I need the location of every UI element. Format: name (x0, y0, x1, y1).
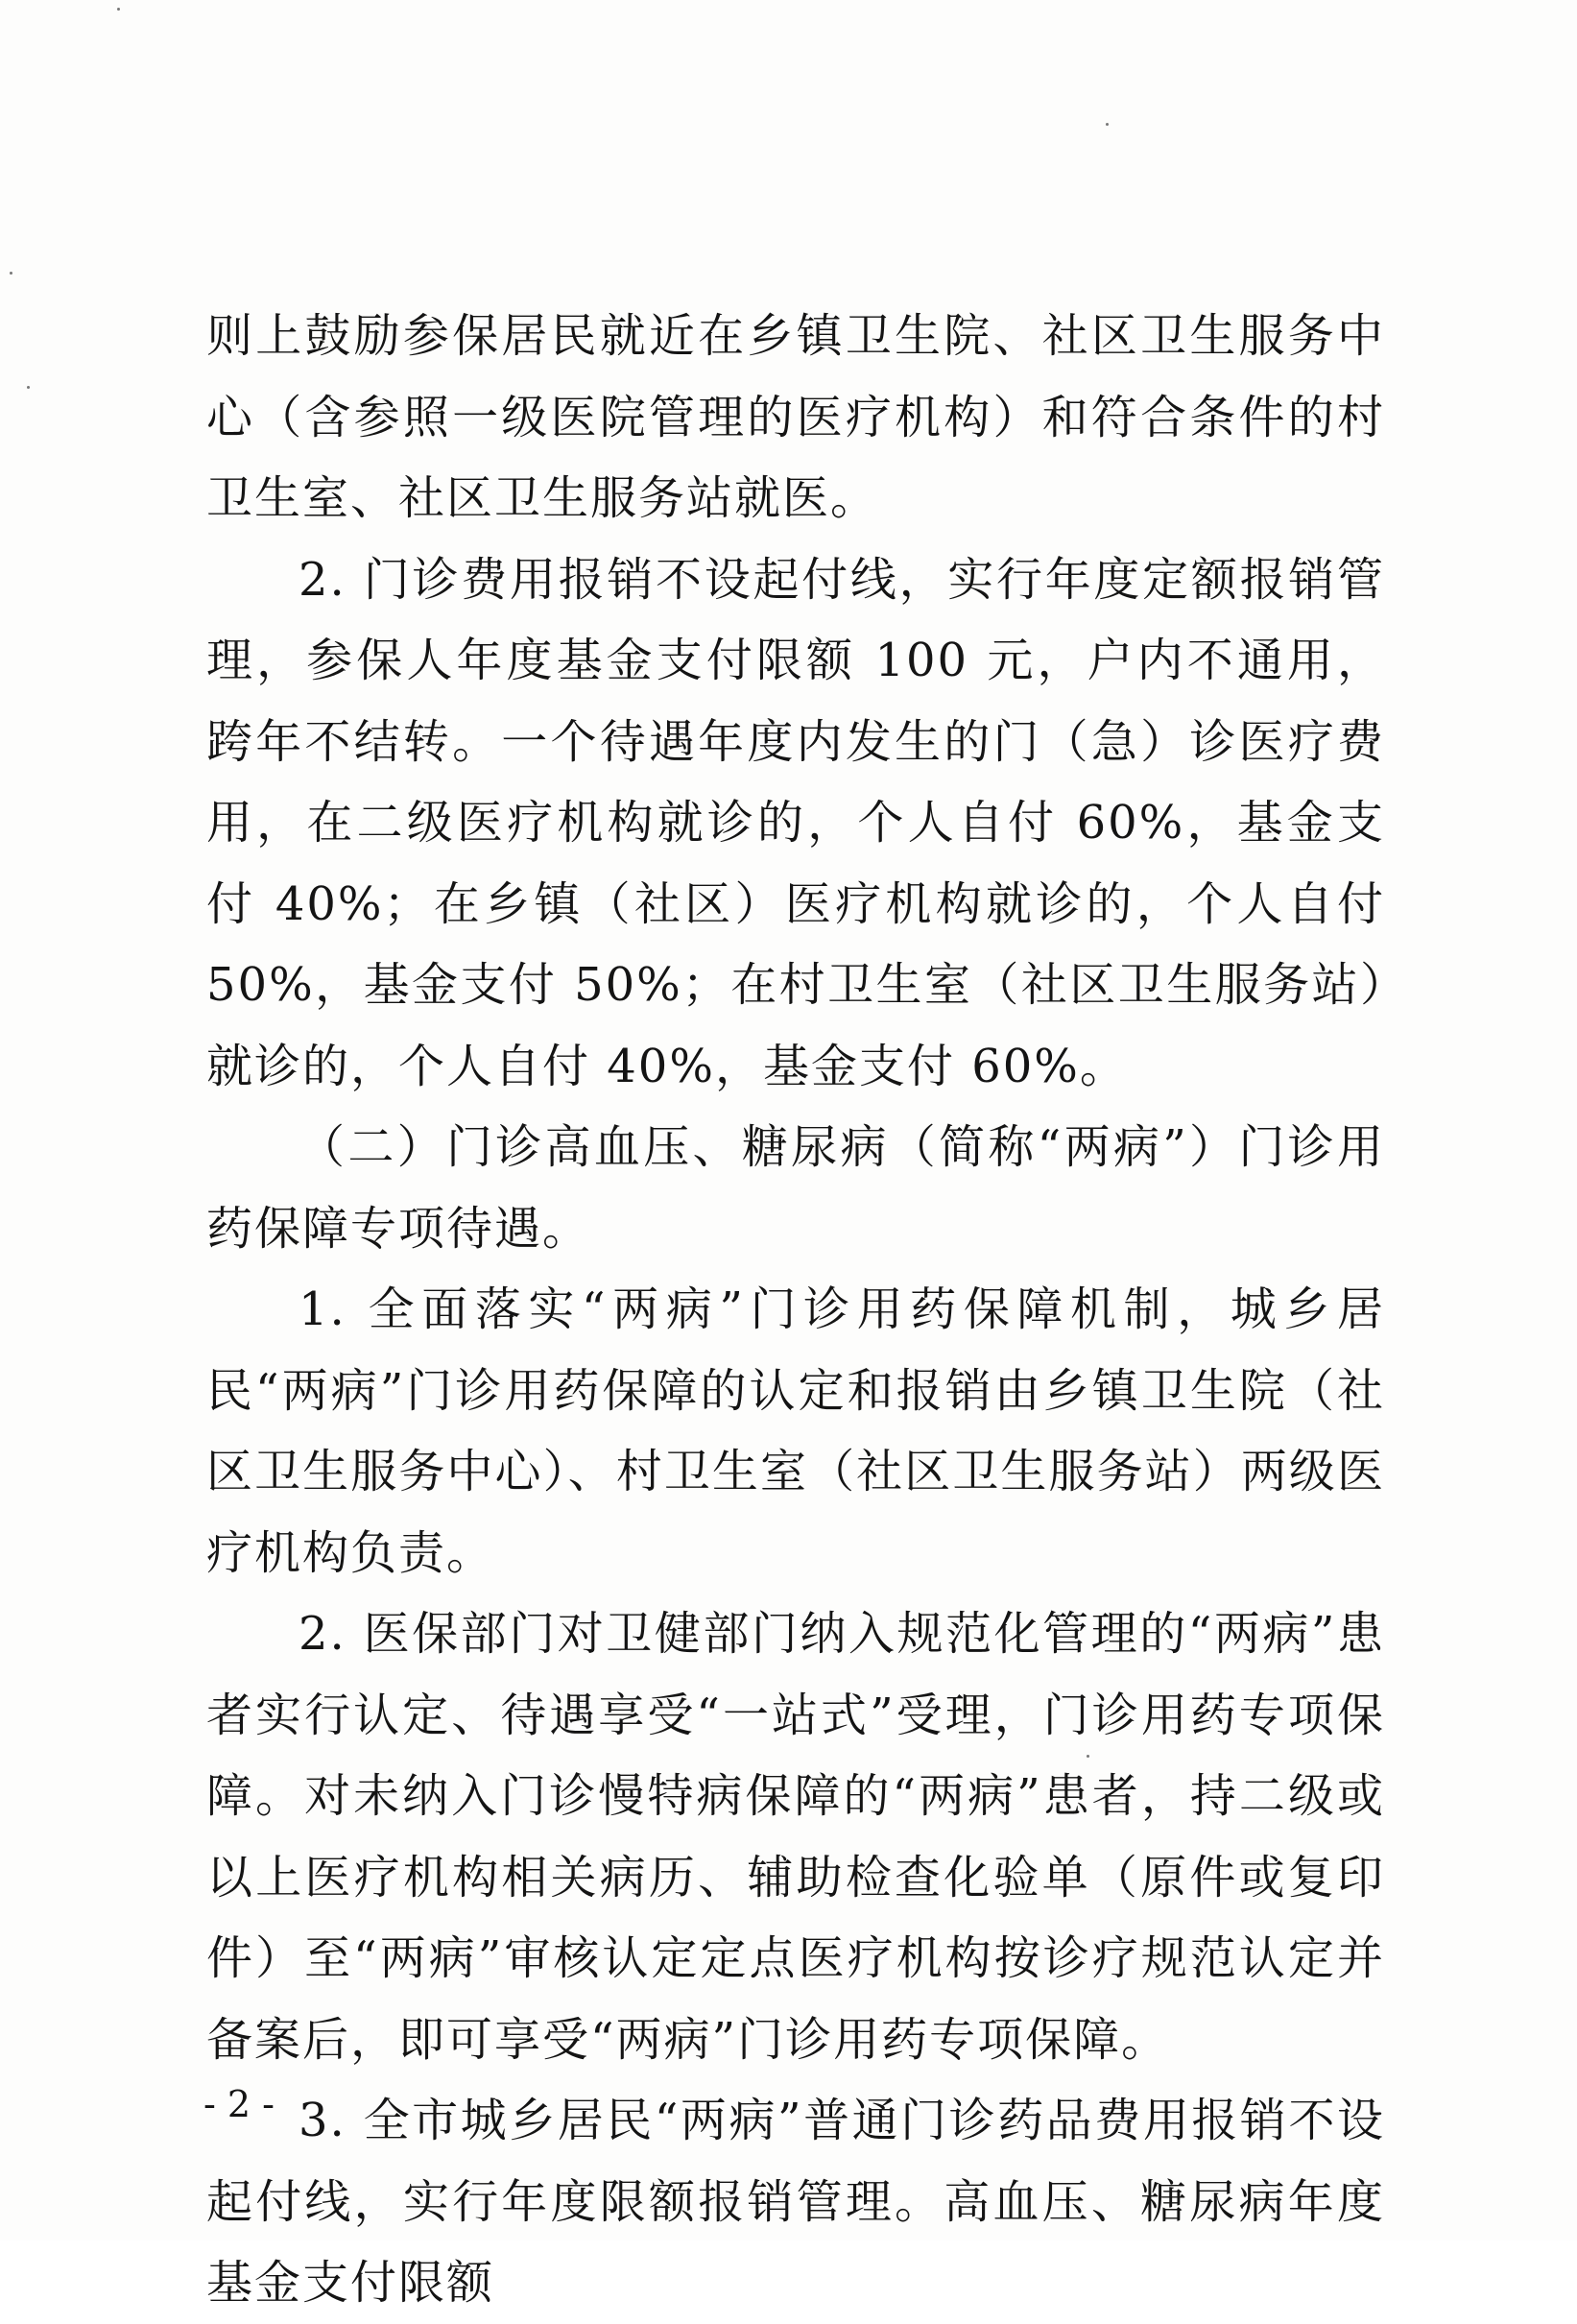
paragraph-continuation: 则上鼓励参保居民就近在乡镇卫生院、社区卫生服务中心（含参照一级医院管理的医疗机构）和符合条件的村卫生室、社区卫生服务站就医。 (206, 309, 1385, 525)
scan-speck (10, 272, 12, 275)
scan-speck (117, 8, 120, 11)
paragraph-outpatient-reimbursement: 2. 门诊费用报销不设起付线，实行年度定额报销管理，参保人年度基金支付限额 100 元，户内不通用，跨年不结转。一个待遇年度内发生的门（急）诊医疗费用，在二级医疗机构就诊的，个人自付 60%，基金支付 40%；在乡镇（社区）医疗机构就诊的，个人自付 50%，基金支付 50%；在村卫生室（社区卫生服务站）就诊的，个人自付 40%，基金支付 60%。 (206, 552, 1385, 1093)
page-number: - 2 - (203, 2083, 275, 2125)
scan-speck (1106, 123, 1109, 126)
paragraph-item-2: 2. 医保部门对卫健部门纳入规范化管理的“两病”患者实行认定、待遇享受“一站式”受理，门诊用药专项保障。对未纳入门诊慢特病保障的“两病”患者，持二级或以上医疗机构相关病历、辅助检查化验单（原件或复印件）至“两病”审核认定定点医疗机构按诊疗规范认定并备案后，即可享受“两病”门诊用药专项保障。 (206, 1607, 1385, 2067)
paragraph-item-1: 1. 全面落实“两病”门诊用药保障机制，城乡居民“两病”门诊用药保障的认定和报销由乡镇卫生院（社区卫生服务中心）、村卫生室（社区卫生服务站）两级医疗机构负责。 (206, 1282, 1385, 1580)
scan-speck (27, 386, 30, 389)
paragraph-item-3: 3. 全市城乡居民“两病”普通门诊药品费用报销不设起付线，实行年度限额报销管理。高血压、糖尿病年度基金支付限额 (206, 2094, 1385, 2310)
document-body (206, 296, 1385, 2324)
section-heading-two-diseases: （二）门诊高血压、糖尿病（简称“两病”）门诊用药保障专项待遇。 (206, 1120, 1385, 1256)
